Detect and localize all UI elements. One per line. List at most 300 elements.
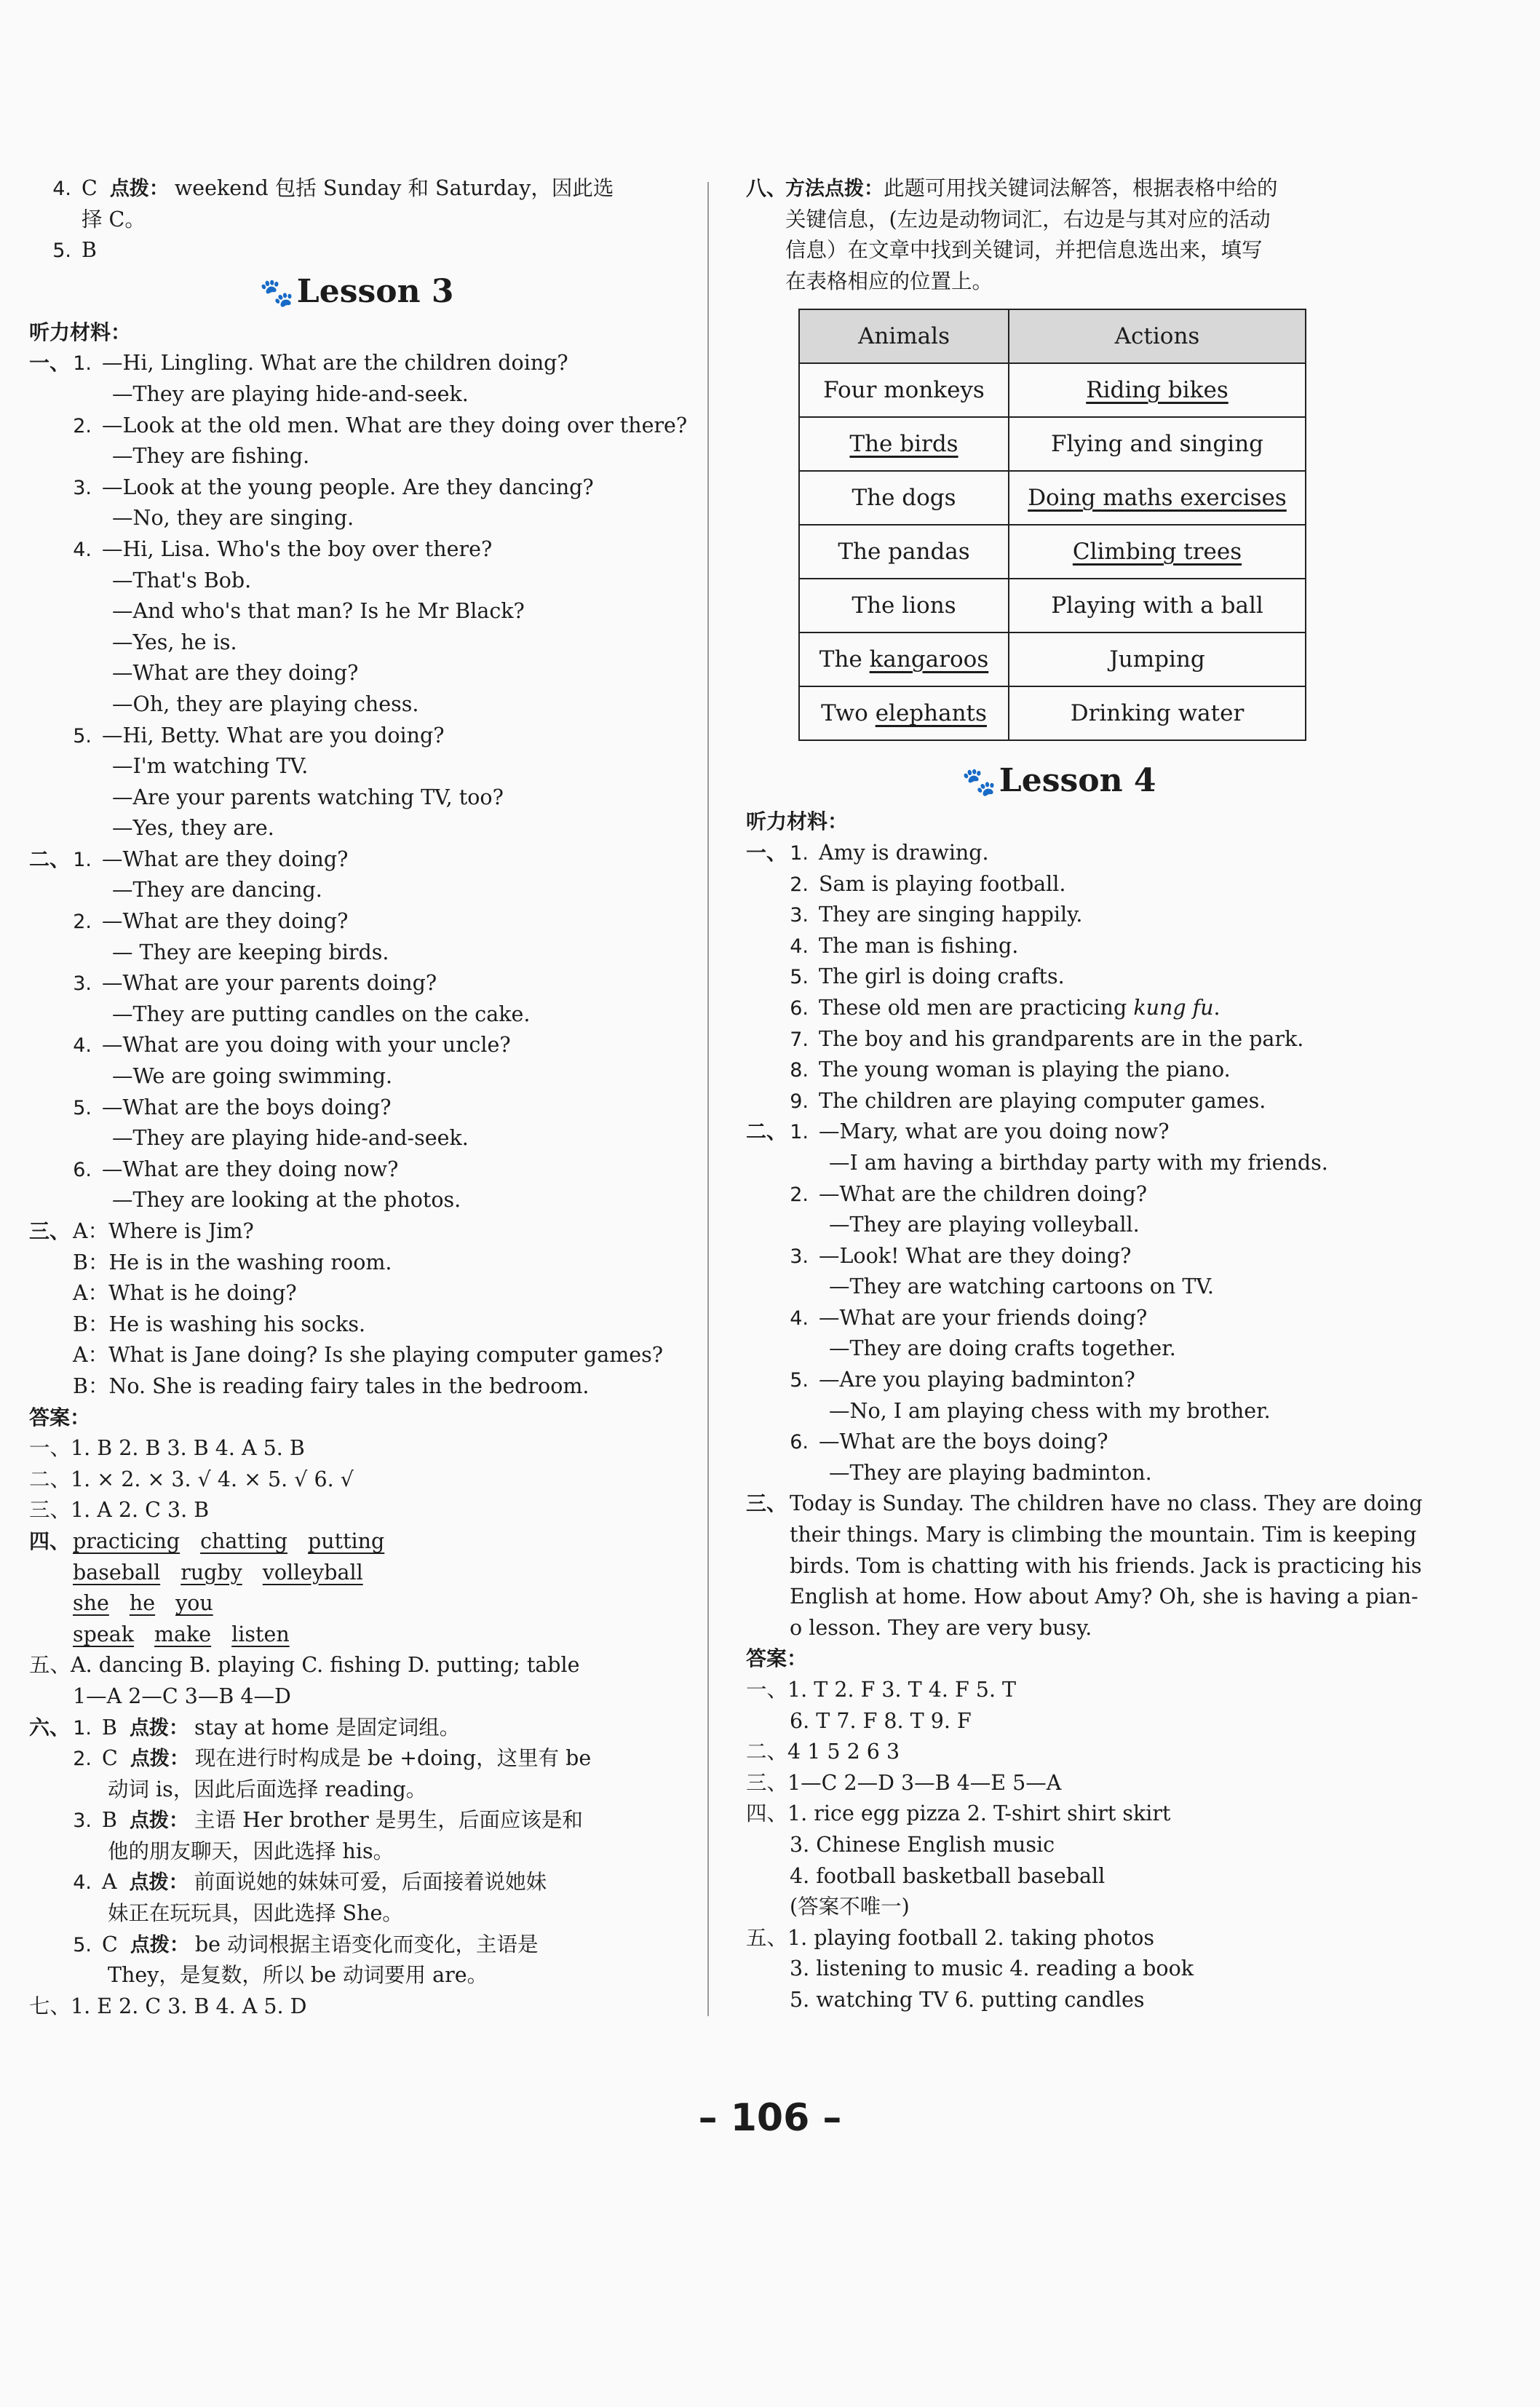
item-number: 4. xyxy=(52,178,71,200)
dialog-line xyxy=(746,1148,1372,1179)
answer-line xyxy=(29,1558,684,1589)
listening-text: The children are playing computer games. xyxy=(819,1088,1266,1113)
dialog-line xyxy=(746,1458,1372,1489)
dialog-line xyxy=(746,1396,1372,1427)
lesson-title-text: Lesson 3 xyxy=(296,272,454,310)
cell-text: Two xyxy=(821,700,876,726)
dialog-text: —Look at the young people. Are they dancing? xyxy=(102,475,594,499)
dialog-line xyxy=(29,968,684,999)
answer-text: 三、1—C 2—D 3—B 4—E 5—A xyxy=(746,1770,1062,1795)
listening-line xyxy=(746,931,1372,962)
answer-line xyxy=(29,1774,684,1806)
table-row xyxy=(799,686,1306,740)
hint-label: 点拨： xyxy=(130,1748,189,1771)
listening-line xyxy=(746,1086,1372,1117)
answer-text: 择 C。 xyxy=(82,207,146,231)
dialog-line xyxy=(29,379,684,411)
passage-line xyxy=(746,1488,1423,1520)
dialog-text: — They are keeping birds. xyxy=(112,940,389,964)
listening-line xyxy=(746,1024,1372,1055)
item-number: 9. xyxy=(790,1090,809,1113)
passage-line xyxy=(746,1520,1417,1551)
dialog-text: —No, I am playing chess with my brother. xyxy=(829,1398,1271,1423)
answer-choice: C xyxy=(102,1932,124,1956)
table-cell xyxy=(1009,417,1306,471)
dialog-line xyxy=(746,1241,1372,1272)
item-number: 2. xyxy=(790,1183,809,1206)
dialog-line xyxy=(29,875,684,906)
cell-answer: The birds xyxy=(849,431,958,457)
dialog-text: —Look! What are they doing? xyxy=(819,1243,1132,1268)
answer-line xyxy=(29,1991,684,2023)
item-number: 5. xyxy=(52,239,71,263)
answer-line xyxy=(29,1464,684,1496)
cell-text: The xyxy=(819,646,870,673)
answer-line xyxy=(746,1985,1372,2016)
dialog-text: —I'm watching TV. xyxy=(112,754,309,779)
answer-item xyxy=(29,1930,684,1961)
section-label: 四、 xyxy=(29,1528,71,1553)
answer-word: you xyxy=(175,1591,213,1616)
answer-word: make xyxy=(154,1622,212,1646)
answer-line xyxy=(29,1960,684,1991)
dialog-text: —Yes, they are. xyxy=(112,816,274,841)
table-cell xyxy=(799,471,1009,525)
dialog-line xyxy=(29,906,684,937)
item-number: 5. xyxy=(73,1933,92,1956)
passage-line xyxy=(746,1551,1422,1582)
cell-text: Flying and singing xyxy=(1050,431,1264,457)
table-header-cell: Animals xyxy=(799,309,1009,363)
dialog-line xyxy=(29,937,684,969)
dialog-text: —They are watching cartoons on TV. xyxy=(829,1274,1214,1299)
listening-line xyxy=(746,838,1372,869)
passage-text: o lesson. They are very busy. xyxy=(790,1615,1092,1640)
dialog-text: —I am having a birthday party with my friends. xyxy=(829,1150,1328,1175)
hint-text: 现在进行时构成是 be +doing，这里有 be xyxy=(194,1746,592,1771)
cell-text: The pandas xyxy=(838,539,970,565)
dialog-line xyxy=(29,472,684,504)
dialog-text: —What are they doing? xyxy=(112,661,359,686)
table-cell xyxy=(799,417,1009,471)
method-tip-line xyxy=(746,266,1372,298)
dialog-line xyxy=(29,1340,684,1371)
dialog-text: A：Where is Jim? xyxy=(73,1219,254,1243)
listening-label: 听力材料： xyxy=(29,320,132,344)
answer-line xyxy=(746,1706,1372,1737)
dialog-line xyxy=(29,1248,684,1279)
item-number: 5. xyxy=(73,1096,92,1119)
listening-label: 听力材料： xyxy=(746,809,849,834)
dialog-text: —Look at the old men. What are they doing over there? xyxy=(102,413,688,437)
item-number: 1. xyxy=(790,1121,809,1144)
cell-text: Playing with a ball xyxy=(1051,592,1263,619)
table-header-cell: Actions xyxy=(1009,309,1306,363)
paw-icon: 🐾 xyxy=(259,275,294,309)
method-tip-text: 关键信息，(左边是动物词汇，右边是与其对应的活动 xyxy=(785,207,1271,231)
dialog-line xyxy=(29,844,684,876)
dialog-text: —What are they doing? xyxy=(102,909,349,934)
answer-word: she xyxy=(73,1591,109,1616)
table-header-row xyxy=(799,309,1306,363)
answer-text: 一、1. B 2. B 3. B 4. A 5. B xyxy=(29,1436,305,1461)
dialog-text: —What are they doing? xyxy=(102,846,349,871)
dialog-text: —That's Bob. xyxy=(112,568,252,592)
cell-text: Four monkeys xyxy=(823,377,985,403)
answer-line xyxy=(29,1650,684,1681)
dialog-line xyxy=(29,658,684,689)
table-row xyxy=(799,363,1306,417)
kungfu-text: kung fu xyxy=(1133,995,1214,1020)
item-number: 5. xyxy=(790,1369,809,1392)
item-number: 5. xyxy=(73,724,92,748)
dialog-text: —They are playing volleyball. xyxy=(829,1213,1140,1237)
dialog-text: —What are the boys doing? xyxy=(102,1095,392,1119)
answer-word: putting xyxy=(308,1528,385,1553)
answer-item xyxy=(29,1743,684,1774)
dialog-text: A：What is Jane doing? Is she playing computer games? xyxy=(73,1343,664,1368)
dialog-text: A：What is he doing? xyxy=(73,1281,297,1306)
answer-item xyxy=(29,1713,684,1744)
dialog-line xyxy=(29,813,684,844)
dialog-line xyxy=(29,1371,684,1403)
cell-text: The lions xyxy=(852,592,956,619)
dialog-text: —Yes, he is. xyxy=(112,630,237,654)
item-number: 3. xyxy=(73,1809,92,1833)
item-number: 8. xyxy=(790,1059,809,1082)
dialog-text: —Mary, what are you doing now? xyxy=(819,1119,1170,1144)
dialog-line xyxy=(746,1210,1372,1241)
section-label: 二、 xyxy=(29,846,71,871)
answer-table xyxy=(798,309,1306,741)
dialog-line xyxy=(746,1333,1372,1365)
item-number: 6. xyxy=(73,1158,92,1181)
item-number: 4. xyxy=(73,1871,92,1895)
dialog-text: —They are playing badminton. xyxy=(829,1460,1152,1485)
answer-line xyxy=(29,1495,684,1526)
listening-line xyxy=(746,900,1372,931)
dialog-line xyxy=(29,751,684,782)
hint-label: 点拨： xyxy=(130,1809,189,1833)
answer-choice: C xyxy=(102,1746,124,1771)
answer-choice: B xyxy=(102,1808,124,1833)
dialog-line xyxy=(746,1272,1372,1303)
answer-text: 三、1. A 2. C 3. B xyxy=(29,1498,210,1523)
answer-text: 6. T 7. F 8. T 9. F xyxy=(790,1708,972,1733)
answer-line xyxy=(746,1954,1372,1985)
cell-answer: Doing maths exercises xyxy=(1028,485,1287,511)
dialog-line xyxy=(29,411,688,442)
answers-heading xyxy=(746,1643,1372,1675)
table-cell xyxy=(799,633,1009,686)
dialog-line xyxy=(746,1303,1372,1334)
cell-answer: Riding bikes xyxy=(1086,377,1229,403)
dialog-text: —What are your friends doing? xyxy=(819,1305,1148,1330)
item-number: 3. xyxy=(790,904,809,927)
item-number: 2. xyxy=(73,1748,92,1771)
listening-line xyxy=(746,1055,1372,1086)
method-tip-text: 信息）在文章中找到关键词，并把信息选出来，填写 xyxy=(785,238,1263,263)
answer-word: practicing xyxy=(73,1528,180,1553)
answer-choice: C xyxy=(82,176,104,200)
answer-line xyxy=(29,1836,684,1868)
table-row xyxy=(799,633,1306,686)
dialog-line xyxy=(29,348,684,379)
dialog-text: —No, they are singing. xyxy=(112,506,354,531)
section-label: 三、 xyxy=(746,1491,787,1516)
listening-text: Sam is playing football. xyxy=(819,871,1066,896)
hint-label: 点拨： xyxy=(130,1716,189,1740)
dialog-line xyxy=(29,782,684,814)
dialog-text: B：He is in the washing room. xyxy=(73,1250,392,1274)
dialog-line xyxy=(29,1278,684,1309)
section-label: 二、 xyxy=(746,1119,787,1144)
lesson-title xyxy=(746,756,1372,806)
dialog-text: —What are they doing now? xyxy=(102,1157,399,1181)
item-number: 6. xyxy=(790,996,809,1020)
answer-line xyxy=(746,1675,1372,1706)
answer-word: chatting xyxy=(200,1528,288,1553)
page-number: – 106 – xyxy=(698,2096,842,2140)
listening-text: The boy and his grandparents are in the park. xyxy=(819,1026,1304,1051)
answer-line xyxy=(746,1768,1372,1799)
answer-line xyxy=(746,1892,1372,1923)
dialog-text: —They are looking at the photos. xyxy=(112,1188,461,1213)
hint-text: weekend 包括 Sunday 和 Saturday，因此选 xyxy=(174,176,614,200)
dialog-line xyxy=(29,627,684,659)
answers-heading xyxy=(29,1403,684,1434)
dialog-line xyxy=(29,1061,684,1093)
dialog-text: —Hi, Betty. What are you doing? xyxy=(102,723,445,748)
dialog-line xyxy=(29,721,684,752)
answer-word: speak xyxy=(73,1622,134,1646)
listening-heading xyxy=(29,317,684,349)
table-row xyxy=(799,417,1306,471)
listening-text: These old men are practicing xyxy=(819,995,1134,1020)
answer-item xyxy=(29,1805,684,1836)
method-tip-label: 方法点拨： xyxy=(785,178,884,200)
listening-line xyxy=(746,961,1372,993)
answer-item xyxy=(29,235,684,266)
answer-line xyxy=(746,1799,1372,1830)
passage-text: birds. Tom is chatting with his friends. Jack is practicing his xyxy=(790,1553,1422,1578)
item-number: 6. xyxy=(790,1431,809,1454)
dialog-text: —They are putting candles on the cake. xyxy=(112,1002,531,1026)
dialog-text: —Are your parents watching TV, too? xyxy=(112,785,504,809)
item-number: 1. xyxy=(73,1716,92,1740)
answer-line xyxy=(746,1861,1372,1892)
answer-word: baseball xyxy=(73,1560,161,1585)
method-tip-text: 此题可用找关键词法解答，根据表格中给的 xyxy=(884,176,1278,200)
answer-text: 一、1. T 2. F 3. T 4. F 5. T xyxy=(746,1678,1017,1702)
dialog-text: B：He is washing his socks. xyxy=(73,1312,366,1336)
answers-label: 答案： xyxy=(29,1405,91,1429)
table-cell xyxy=(1009,471,1306,525)
paw-icon: 🐾 xyxy=(961,765,996,798)
answer-word: he xyxy=(129,1591,156,1616)
answer-text: 他的朋友聊天，因此选择 his。 xyxy=(108,1839,394,1863)
answer-text: 四、1. rice egg pizza 2. T-shirt shirt skirt xyxy=(746,1801,1171,1826)
item-number: 2. xyxy=(73,414,92,437)
listening-text: The young woman is playing the piano. xyxy=(819,1058,1231,1082)
answers-label: 答案： xyxy=(746,1646,808,1671)
dialog-text: —They are playing hide-and-seek. xyxy=(112,1126,469,1151)
answer-text: 3. listening to music 4. reading a book xyxy=(790,1956,1194,1981)
cell-text: Jumping xyxy=(1109,646,1205,673)
answer-item xyxy=(29,173,684,205)
hint-label: 点拨： xyxy=(129,1871,188,1895)
hint-text: be 动词根据主语变化而变化，主语是 xyxy=(194,1932,539,1956)
section-label: 一、 xyxy=(29,351,71,376)
dialog-line xyxy=(746,1117,1372,1148)
answer-line xyxy=(746,1830,1372,1861)
table-cell xyxy=(799,579,1009,633)
answer-line xyxy=(29,1433,684,1464)
left-column xyxy=(29,173,688,2022)
dialog-text: B：No. She is reading fairy tales in the bedroom. xyxy=(73,1373,590,1398)
dialog-text: —Are you playing badminton? xyxy=(819,1368,1135,1392)
table-row xyxy=(799,579,1306,633)
answer-word: rugby xyxy=(180,1560,242,1585)
item-number: 1. xyxy=(73,352,92,376)
table-cell xyxy=(1009,363,1306,417)
answer-text: 动词 is，因此后面选择 reading。 xyxy=(108,1777,427,1801)
dialog-text: —And who's that man? Is he Mr Black? xyxy=(112,599,525,624)
dialog-text: —They are doing crafts together. xyxy=(829,1336,1176,1361)
answer-text: 五、1. playing football 2. taking photos xyxy=(746,1925,1155,1950)
answer-text: They，是复数，所以 be 动词要用 are。 xyxy=(108,1963,488,1988)
hint-text: 主语 Her brother 是男生，后面应该是和 xyxy=(194,1808,583,1833)
dialog-line xyxy=(29,534,684,566)
listening-line xyxy=(746,869,1372,900)
answer-text: (答案不唯一) xyxy=(790,1895,910,1919)
item-number: 1. xyxy=(73,848,92,871)
dialog-text: —They are playing hide-and-seek. xyxy=(112,381,469,406)
item-number: 4. xyxy=(790,1306,809,1330)
cell-answer: Climbing trees xyxy=(1072,539,1242,565)
answer-word: listen xyxy=(231,1622,290,1646)
dialog-line xyxy=(746,1365,1372,1396)
item-number: 2. xyxy=(73,911,92,934)
answer-text: 4. football basketball baseball xyxy=(790,1863,1106,1888)
answer-line xyxy=(29,1526,684,1558)
section-label: 六、 xyxy=(29,1715,71,1740)
answer-line xyxy=(746,1923,1372,1954)
table-cell xyxy=(1009,579,1306,633)
answer-text: 妹正在玩玩具，因此选择 She。 xyxy=(108,1901,403,1926)
item-number: 5. xyxy=(790,966,809,989)
dialog-text: —What are the boys doing? xyxy=(819,1429,1108,1454)
item-number: 4. xyxy=(73,1034,92,1058)
table-cell xyxy=(1009,633,1306,686)
answer-text: 五、A. dancing B. playing C. fishing D. putting; table xyxy=(29,1653,580,1678)
dialog-text: —Hi, Lingling. What are the children doing? xyxy=(102,351,568,376)
listening-text: Amy is drawing. xyxy=(819,840,989,865)
passage-text: English at home. How about Amy? Oh, she is having a pian- xyxy=(790,1585,1418,1609)
dialog-line xyxy=(29,689,684,721)
answer-text: 1—A 2—C 3—B 4—D xyxy=(73,1684,291,1708)
dialog-line xyxy=(29,566,684,597)
method-tip-line xyxy=(746,235,1372,266)
answer-item xyxy=(29,1867,684,1898)
answer-text: 5. watching TV 6. putting candles xyxy=(790,1987,1145,2012)
dialog-line xyxy=(29,503,684,534)
dialog-line xyxy=(29,1030,684,1061)
table-row xyxy=(799,471,1306,525)
passage-text: their things. Mary is climbing the mountain. Tim is keeping xyxy=(790,1523,1417,1547)
item-number: 7. xyxy=(790,1028,809,1051)
dialog-text: —They are fishing. xyxy=(112,444,310,469)
table-cell xyxy=(1009,525,1306,579)
column-divider xyxy=(707,182,709,2016)
table-cell xyxy=(799,686,1009,740)
cell-text: The dogs xyxy=(852,485,956,511)
dialog-line xyxy=(29,596,684,627)
dialog-line xyxy=(29,1123,684,1154)
hint-label: 点拨： xyxy=(130,1933,189,1956)
answer-choice: B xyxy=(102,1715,124,1740)
dialog-text: —Hi, Lisa. Who's the boy over there? xyxy=(102,536,493,561)
item-number: 4. xyxy=(790,935,809,958)
answer-text: 3. Chinese English music xyxy=(790,1832,1055,1857)
dialog-line xyxy=(29,1216,684,1248)
method-tip-line xyxy=(746,205,1372,236)
item-number: 2. xyxy=(790,873,809,896)
item-number: 1. xyxy=(790,841,809,865)
item-number: 3. xyxy=(790,1245,809,1268)
listening-heading xyxy=(746,806,1372,838)
hint-text: stay at home 是固定词组。 xyxy=(194,1715,461,1740)
dialog-line xyxy=(29,441,684,472)
dialog-text: —What are you doing with your uncle? xyxy=(102,1033,511,1058)
method-tip-text: 在表格相应的位置上。 xyxy=(785,269,993,293)
dialog-text: —What are the children doing? xyxy=(819,1181,1148,1206)
table-cell xyxy=(799,525,1009,579)
answer-line xyxy=(29,1898,684,1930)
table-row xyxy=(799,525,1306,579)
section-label: 三、 xyxy=(29,1219,71,1243)
cell-answer: kangaroos xyxy=(869,646,989,673)
dialog-text: —We are going swimming. xyxy=(112,1064,393,1089)
listening-text: They are singing happily. xyxy=(819,903,1083,927)
hint-label: 点拨： xyxy=(109,178,169,200)
dialog-line xyxy=(29,1093,684,1124)
dialog-line xyxy=(29,1154,684,1186)
answer-word: volleyball xyxy=(262,1560,363,1585)
item-number: 4. xyxy=(73,538,92,561)
lesson-title xyxy=(29,266,684,317)
listening-text: The man is fishing. xyxy=(819,933,1019,958)
dialog-text: —They are dancing. xyxy=(112,878,322,903)
passage-line xyxy=(746,1582,1418,1613)
cell-answer: elephants xyxy=(875,700,987,726)
answer-line xyxy=(29,1681,684,1713)
dialog-line xyxy=(29,999,684,1031)
item-number: 3. xyxy=(73,972,92,996)
answer-text: 二、4 1 5 2 6 3 xyxy=(746,1740,900,1764)
passage-line xyxy=(746,1613,1372,1644)
answer-line xyxy=(29,1619,684,1651)
passage-text: Today is Sunday. The children have no class. They are doing xyxy=(790,1491,1423,1516)
item-number: 3. xyxy=(73,476,92,499)
answer-line xyxy=(29,1588,684,1619)
listening-text: The girl is doing crafts. xyxy=(819,964,1065,989)
section-label: 一、 xyxy=(746,840,787,865)
table-cell xyxy=(799,363,1009,417)
dialog-line xyxy=(746,1179,1372,1210)
listening-line xyxy=(746,993,1372,1024)
method-tip-line xyxy=(746,173,1372,205)
